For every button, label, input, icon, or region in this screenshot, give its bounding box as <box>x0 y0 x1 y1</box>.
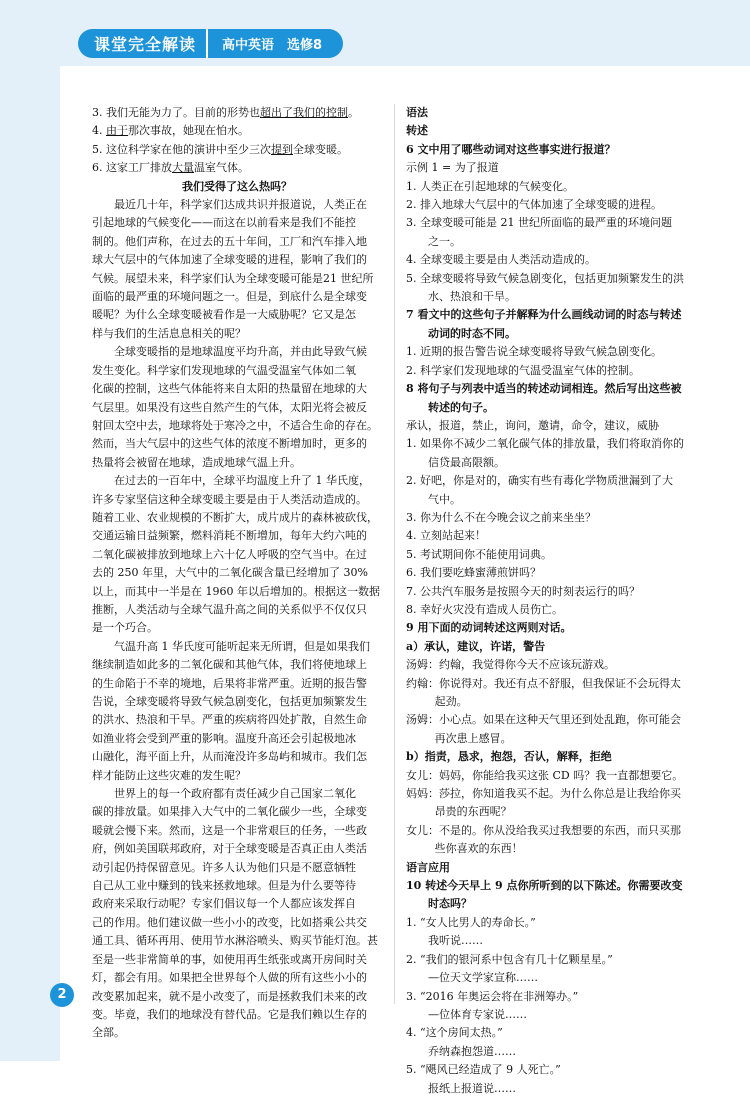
dialogue-line-continued: 些你喜欢的东西！ <box>434 842 523 856</box>
text-line: 然而，当大气层中的这些气体的浓度不断增加时，更多的 <box>92 437 367 451</box>
text-line: 制的。他们声称，在过去的五十年间，工厂和汽车排入地 <box>92 234 367 248</box>
list-item: 3. “2016 年奥运会将在非洲筹办。” <box>406 989 579 1003</box>
dialogue-line: 女儿：妈妈，你能给我买这张 CD 吗？我一直都想要它。 <box>406 768 684 782</box>
text-line: 继续制造如此多的二氧化碳和其他气体，我们将使地球上 <box>92 658 367 672</box>
dialogue-line-continued: 再次患上感冒。 <box>434 731 512 745</box>
text-line: 发生变化。科学家们发现地球的气温受温室气体如二氧 <box>92 363 356 377</box>
paragraph-2 <box>92 343 382 472</box>
column-divider <box>394 104 395 1004</box>
list-item: 1. “女人比男人的寿命长。” <box>406 915 536 929</box>
list-item-answer: 报纸上报道说…… <box>428 1081 516 1095</box>
dialogue-line-continued: 昂贵的东西呢？ <box>434 805 512 819</box>
list-item: 1. 近期的报告警告说全球变暖将导致气候急剧变化。 <box>406 345 662 359</box>
text-line: 至是一些非常简单的事，如使用再生纸张或离开房间时关 <box>92 952 367 966</box>
list-item-answer: 我听说…… <box>428 934 483 948</box>
list-item: 5. “飓风已经造成了 9 人死亡。” <box>406 1063 561 1077</box>
paragraph-3 <box>92 472 382 638</box>
page-number-badge: 2 <box>50 983 74 1007</box>
question-7-continued: 动词的时态不同。 <box>428 326 516 340</box>
text-line: 是一个巧合。 <box>92 621 158 635</box>
question-6: 6 文中用了哪些动词对这些事实进行报道？ <box>406 142 616 156</box>
text-line: 面临的最严重的环境问题之一。但是，到底什么是全球变 <box>92 290 367 304</box>
text-line: 动引起仍持保留意见。许多人认为他们只是不愿意牺牲 <box>92 860 356 874</box>
book-subtitle: 高中英语 选修8 <box>222 38 323 53</box>
list-item-continued: 气中。 <box>428 492 461 506</box>
left-margin-strip <box>0 66 60 1061</box>
list-item: 8. 幸好火灾没有造成人员伤亡。 <box>406 602 563 616</box>
sentence-5-text: 5. 这位科学家在他的演讲中至少三次 <box>92 142 271 156</box>
list-item: 2. 好吧，你是对的，确实有些有毒化学物质泄漏到了大 <box>406 474 673 488</box>
list-item: 4. “这个房间太热。” <box>406 1026 503 1040</box>
text-line: 样才能防止这些灾难的发生呢？ <box>92 768 246 782</box>
sentence-4-text: 4. <box>92 124 106 138</box>
sentence-4-end: 那次事故，她现在怕水。 <box>128 124 249 138</box>
question-7: 7 看文中的这些句子并解释为什么画线动词的时态与转述 <box>406 308 682 322</box>
sentence-4 <box>92 122 382 140</box>
text-line: 的生命陷于不幸的境地，后果将非常严重。近期的报告警 <box>92 676 367 690</box>
sentence-3-text: 3. 我们无能为力了。目前的形势也 <box>92 106 260 119</box>
question-10-continued: 时态吗？ <box>428 897 472 911</box>
text-line: 政府来采取行动呢？专家们倡议每一个人都应该发挥自 <box>92 897 356 911</box>
paragraph-5 <box>92 785 382 1043</box>
sentence-6-underlined: 大量 <box>172 161 194 175</box>
question-6-example: 示例 1 = 为了报道 <box>406 161 499 175</box>
sentence-5 <box>92 141 382 159</box>
text-line: 许多专家坚信这种全球变暖主要是由于人类活动造成的。 <box>92 492 367 506</box>
list-item-answer: 乔纳森抱怨道…… <box>428 1044 516 1058</box>
text-line: 告说，全球变暖将导致气候急剧变化，包括更加频繁发生 <box>92 695 367 708</box>
left-column <box>92 104 382 1043</box>
list-item: 2. “我们的银河系中包含有几十亿颗星星。” <box>406 952 613 966</box>
text-line: 山融化，海平面上升，从而淹没许多岛屿和城市。我们怎 <box>92 750 367 764</box>
section-usage: 语言应用 <box>406 860 450 874</box>
text-line: 以上，而其中一半是在 1960 年以后增加的。根据这一数据 <box>92 584 380 598</box>
text-line: 最近几十年，科学家们达成共识并报道说，人类正在 <box>92 198 367 212</box>
list-item: 1. 人类正在引起地球的气候变化。 <box>406 179 574 193</box>
text-line: 变。毕竟，我们的地球没有替代品。它是我们赖以生存的 <box>92 1007 367 1021</box>
question-10: 10 转述今天早上 9 点你所听到的以下陈述。你需要改变 <box>406 879 683 893</box>
sentence-3-underlined: 超出了我们的控制 <box>260 106 348 119</box>
text-line: 气候。展望未来，科学家们认为全球变暖可能是21 世纪所 <box>92 271 374 285</box>
list-item-answer: —位天文学家宣称…… <box>428 971 538 985</box>
right-column <box>406 104 704 1098</box>
article-title: 我们受得了这么热吗？ <box>182 179 292 193</box>
text-line: 如渔业将会受到严重的影响。温度升高还会引起极地冰 <box>92 731 356 745</box>
text-line: 随着工业、农业规模的不断扩大，成片成片的森林被砍伐， <box>92 510 378 524</box>
text-line: 在过去的一百年中，全球平均温度上升了 1 华氏度， <box>92 474 370 488</box>
list-item: 5. 全球变暖将导致气候急剧变化，包括更加频繁发生的洪 <box>406 271 684 285</box>
text-line: 二氧化碳被排放到地球上六十亿人呼吸的空气当中。在过 <box>92 547 367 561</box>
sentence-3-end: 。 <box>348 106 359 119</box>
text-line: 全球变暖指的是地球温度平均升高，并由此导致气候 <box>92 345 367 359</box>
header-title-pill <box>78 29 343 58</box>
book-title: 课堂完全解读 <box>94 35 197 54</box>
list-item: 3. 全球变暖可能是 21 世纪所面临的最严重的环境问题 <box>406 216 672 230</box>
list-item-continued: 之一。 <box>428 234 461 248</box>
text-line: 己的作用。他们建议做一些小小的改变，比如搭乘公共交 <box>92 915 367 929</box>
dialogue-line: 汤姆：约翰，我觉得你今天不应该玩游戏。 <box>406 658 615 672</box>
sentence-4-underlined: 由于 <box>106 124 128 138</box>
paragraph-4 <box>92 638 382 785</box>
list-item-continued: 信贷最高限额。 <box>428 455 505 469</box>
list-item: 2. 科学家们发现地球的气温受温室气体的控制。 <box>406 363 640 377</box>
text-line: 全部。 <box>92 1026 125 1040</box>
list-item: 3. 你为什么不在今晚会议之前来坐坐？ <box>406 510 596 524</box>
sentence-6 <box>92 159 382 177</box>
sentence-6-text: 6. 这家工厂排放 <box>92 161 172 175</box>
dialogue-line-continued: 起劲。 <box>434 695 468 708</box>
text-line: 射回太空中去，地球将处于寒冷之中，不适合生命的存在。 <box>92 418 378 432</box>
list-item: 5. 考试期间你不能使用词典。 <box>406 547 552 561</box>
list-item: 4. 立刻站起来！ <box>406 529 486 543</box>
question-9b: b）指责，恳求，抱怨，否认，解释，拒绝 <box>406 750 612 764</box>
question-9a: a）承认，建议，许诺，警告 <box>406 639 546 653</box>
text-line: 暖呢？为什么全球变暖被看作是一大威胁呢？它又是怎 <box>92 308 356 322</box>
question-9: 9 用下面的动词转述这两则对话。 <box>406 621 572 635</box>
sentence-3 <box>92 104 382 122</box>
text-line: 引起地球的气候变化——而这在以前看来是我们不能控 <box>92 216 356 230</box>
section-reported-speech: 转述 <box>406 124 428 138</box>
text-line: 交通运输日益频繁，燃料消耗不断增加，每年大约六吨的 <box>92 529 367 543</box>
text-line: 化碳的控制，这些气体能将来自太阳的热量留在地球的大 <box>92 382 367 396</box>
list-item-continued: 水、热浪和干旱。 <box>428 290 516 304</box>
text-line: 气温升高 1 华氏度可能听起来无所谓，但是如果我们 <box>92 639 370 653</box>
text-line: 暖就会慢下来。然而，这是一个非常艰巨的任务，一些政 <box>92 823 367 837</box>
question-8: 8 将句子与列表中适当的转述动词相连。然后写出这些被 <box>406 382 682 396</box>
text-line: 热量将会被留在地球，造成地球气温上升。 <box>92 455 301 469</box>
sentence-5-underlined: 提到 <box>271 142 293 156</box>
list-item: 7. 公共汽车服务是按照今天的时刻表运行的吗？ <box>406 584 640 598</box>
dialogue-line: 妈妈：莎拉，你知道我买不起。为什么你总是让我给你买 <box>406 787 681 801</box>
text-line: 灯，都会有用。如果把全世界每个人做的所有这些小小的 <box>92 971 367 985</box>
dialogue-line: 汤姆：小心点。如果在这种天气里还到处乱跑，你可能会 <box>406 713 681 727</box>
section-grammar: 语法 <box>406 106 428 119</box>
list-item: 4. 全球变暖主要是由人类活动造成的。 <box>406 253 596 267</box>
text-line: 通工具、循环再用、使用节水淋浴喷头、购买节能灯泡。甚 <box>92 934 378 948</box>
text-line: 府，例如美国联邦政府，对于全球变暖是否真正由人类活 <box>92 842 367 856</box>
list-item: 6. 我们要吃蜂蜜薄煎饼吗？ <box>406 566 541 580</box>
text-line: 世界上的每一个政府都有责任减少自己国家二氧化 <box>92 787 356 801</box>
sentence-5-end: 全球变暖。 <box>293 142 348 156</box>
list-item: 2. 排入地球大气层中的气体加速了全球变暖的进程。 <box>406 198 662 212</box>
list-item-answer: —位体育专家说…… <box>428 1007 527 1021</box>
sentence-6-end: 温室气体。 <box>194 161 249 175</box>
dialogue-line: 约翰：你说得对。我还有点不舒服，但我保证不会玩得太 <box>406 676 681 690</box>
text-line: 自己从工业中赚到的钱来拯救地球。但是为什么要等待 <box>92 879 356 893</box>
text-line: 推断，人类活动与全球气温升高之间的关系似乎不仅仅只 <box>92 602 367 616</box>
verb-list: 承认，报道，禁止，询问，邀请，命令，建议，威胁 <box>406 418 659 432</box>
list-item: 1. 如果你不减少二氧化碳气体的排放量，我们将取消你的 <box>406 437 684 451</box>
text-line: 改变累加起来，就不是小改变了，而是拯救我们未来的改 <box>92 989 367 1003</box>
text-line: 气层里。如果没有这些自然产生的气体，太阳光将会被反 <box>92 400 367 414</box>
text-line: 球大气层中的气体加速了全球变暖的进程，影响了我们的 <box>92 253 367 267</box>
text-line: 样与我们的生活息息相关的呢？ <box>92 326 246 340</box>
text-line: 去的 250 年里，大气中的二氧化碳含量已经增加了 30% <box>92 566 368 580</box>
paragraph-1 <box>92 196 382 343</box>
text-line: 的洪水、热浪和干旱。严重的疾病将四处扩散，自然生命 <box>92 713 367 727</box>
question-8-continued: 转述的句子。 <box>428 400 494 414</box>
text-line: 碳的排放量。如果排入大气中的二氧化碳少一些，全球变 <box>92 805 367 819</box>
dialogue-line: 女儿：不是的。你从没给我买过我想要的东西，而只买那 <box>406 823 681 837</box>
